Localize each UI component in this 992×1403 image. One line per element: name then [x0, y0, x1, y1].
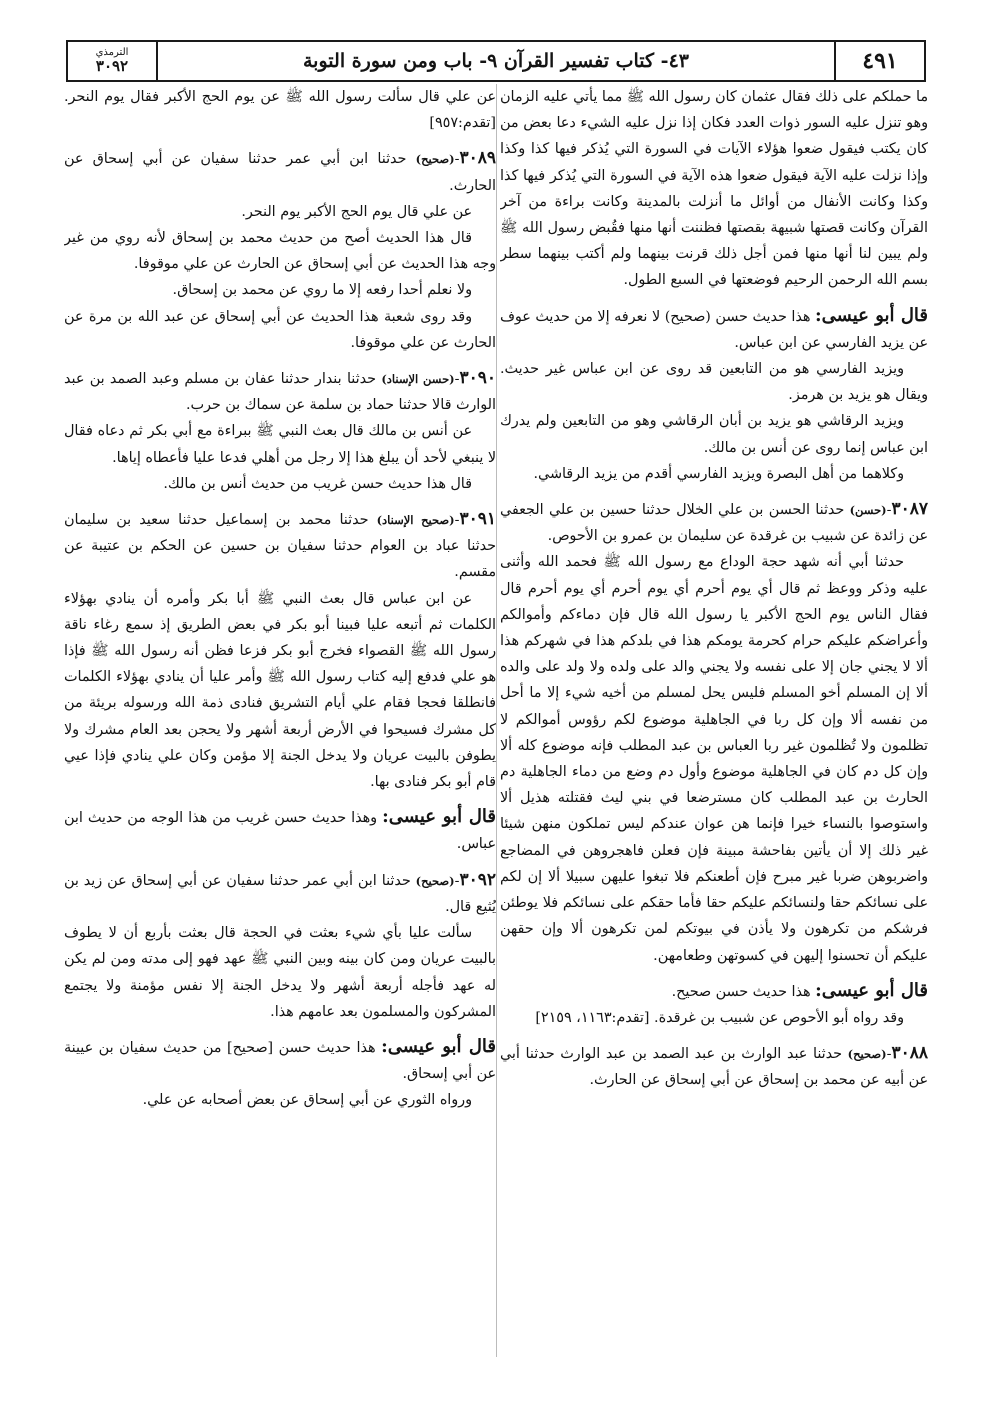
commentary-lead: قال أبو عيسى:	[381, 1035, 496, 1057]
commentary-lead: قال أبو عيسى:	[815, 979, 928, 1001]
commentary-paragraph	[64, 1034, 496, 1087]
hadith-text: حدثنا الحسن بن علي الخلال حدثنا حسين بن علي الجعفي عن زائدة عن شبيب بن غرقدة عن سليمان بن عمرو بن الأحوص.	[500, 502, 928, 545]
hadith-grade: (حسن الإسناد)	[381, 372, 455, 387]
hadith-entry: ٣٠٩١-(صحيح الإسناد) حدثنا محمد بن إسماعيل حدثنا سعيد بن سليمان حدثنا عباد بن العوام حدثنا سفيان بن حسين عن الحكم بن عتيبة عن مقسم.	[64, 509, 496, 581]
text-paragraph: ويزيد الفارسي هو من التابعين قد روى عن ابن عباس غير حديث. ويقال هو يزيد بن هرمز.	[500, 361, 928, 404]
commentary-lead: قال أبو عيسى:	[815, 304, 928, 326]
text-paragraph: عن علي قال سألت رسول الله ﷺ عن يوم الحج الأكبر فقال يوم النحر. [تقدم:٩٥٧]	[64, 89, 496, 132]
hadith-grade: (صحيح)	[847, 1047, 887, 1062]
hadith-number: ٣٠٩٢	[459, 869, 496, 890]
text-paragraph: قال هذا حديث حسن غريب من حديث أنس بن مالك.	[163, 475, 472, 492]
hadith-grade: (حسن)	[849, 503, 887, 518]
hadith-range-box	[68, 42, 158, 80]
text-paragraph: سألت عليا بأي شيء بعثت في الحجة قال بعثت بأربع أن لا يطوف بالبيت عريان ومن كان بينه وبين النبي ﷺ عهد فهو إلى مدته ومن لم يكن له عهد فأجله أربعة أشهر ولا يدخل الجنة إلا نفس مؤمنة ولا يجتمع المشركون والمسلمون بعد عامهم هذا.	[64, 925, 496, 1020]
text-paragraph: ورواه الثوري عن أبي إسحاق عن بعض أصحابه عن علي.	[142, 1092, 472, 1109]
chapter-title: ٤٣- كتاب تفسير القرآن ٩- باب ومن سورة التوبة	[303, 50, 689, 72]
hadith-text: حدثنا ابن أبي عمر حدثنا سفيان عن أبي إسحاق عن زيد بن يُثيع قال.	[64, 872, 496, 915]
text-paragraph: وكلاهما من أهل البصرة ويزيد الفارسي أقدم من يزيد الرقاشي.	[533, 465, 904, 482]
hadith-text: حدثنا عبد الوارث بن عبد الصمد بن عبد الوارث حدثنا أبي عن أبيه عن محمد بن إسحاق عن أبي إسحاق عن الحارث.	[500, 1046, 928, 1089]
text-paragraph: قال هذا الحديث أصح من حديث محمد بن إسحاق لأنه روي من غير وجه هذا الحديث عن أبي إسحاق عن الحارث عن علي موقوفا.	[64, 230, 496, 273]
right-text-column	[500, 84, 928, 1357]
hadith-number: ٣٠٩٠	[459, 368, 496, 389]
hadith-entry: ٣٠٩٠-(حسن الإسناد) حدثنا بندار حدثنا عفان بن مسلم وعبد الصمد بن عبد الوارث قالا حدثنا حماد بن سلمة عن سماك بن حرب.	[64, 368, 496, 414]
column-divider	[496, 84, 497, 1357]
hadith-grade: (صحيح)	[415, 873, 455, 888]
hadith-number: ٣٠٨٩	[459, 148, 496, 169]
text-paragraph: عن ابن عباس قال بعث النبي ﷺ أبا بكر وأمره أن ينادي بهؤلاء الكلمات ثم أتبعه عليا فبينا أبو بكر في بعض الطريق إذ سمع رغاء ناقة رسول الله ﷺ القصواء فخرج أبو بكر فزعا فظن أنه رسول الله ﷺ فإذا هو علي فدفع إليه كتاب رسول الله ﷺ وأمر عليا أن ينادي بهؤلاء الكلمات فانطلقا فحجا فقام علي أيام التشريق فنادى ذمة الله ورسوله بريئة من كل مشرك فسيحوا في الأرض أربعة أشهر ولا يحجن بعد العام مشرك ولا يطوفن بالبيت عريان ولا يدخل الجنة إلا مؤمن وكان علي ينادي فإذا عيي قام أبو بكر فنادى بها.	[64, 590, 496, 791]
text-paragraph: وقد رواه أبو الأحوص عن شبيب بن غرقدة. [تقدم:١١٦٣، ٢١٥٩]	[535, 1009, 904, 1026]
commentary-paragraph	[64, 804, 496, 857]
hadith-number: ٣٠٩١	[459, 509, 496, 530]
text-paragraph: ويزيد الرقاشي هو يزيد بن أبان الرقاشي وهو من التابعين ولم يدرك ابن عباس إنما روى عن أنس بن مالك.	[500, 413, 928, 456]
hadith-grade: (صحيح الإسناد)	[376, 513, 455, 528]
hadith-text: حدثنا محمد بن إسماعيل حدثنا سعيد بن سليمان حدثنا عباد بن العوام حدثنا سفيان بن حسين عن الحكم بن عتيبة عن مقسم.	[64, 512, 496, 581]
collection-label: الترمذي	[95, 47, 129, 59]
hadith-text: حدثنا بندار حدثنا عفان بن مسلم وعبد الصمد بن عبد الوارث قالا حدثنا حماد بن سلمة عن سماك بن حرب.	[64, 371, 496, 414]
hadith-range: ٣٠٩٢	[95, 57, 129, 76]
commentary-paragraph	[500, 978, 928, 1005]
text-paragraph: ولا نعلم أحدا رفعه إلا ما روي عن محمد بن إسحاق.	[172, 282, 472, 299]
page-number: ٤٩١	[834, 42, 924, 80]
commentary-lead: قال أبو عيسى:	[382, 806, 496, 828]
text-paragraph: ما حملكم على ذلك فقال عثمان كان رسول الله ﷺ مما يأتي عليه الزمان وهو تنزل عليه السور ذوات العدد فكان إذا نزل عليه الشيء دعا بعض من كان يكتب فيقول ضعوا هؤلاء الآيات في السورة التي يُذكر فيها كذا وكذا وإذا نزلت عليه الآية فيقول ضعوا هذه الآية في السورة التي يُذكر فيها كذا وكذا وكانت الأنفال من أوائل ما أنزلت بالمدينة وكانت براءة من آخر القرآن وكانت قصتها شبيهة بقصتها فظننت أنها منها فقُبض رسول الله ﷺ ولم يبين لنا أنها منها فمن أجل ذلك قرنت بينهما ولم أكتب بينهما سطر بسم الله الرحمن الرحيم فوضعتها في السبع الطول.	[500, 89, 928, 289]
hadith-text: حدثنا ابن أبي عمر حدثنا سفيان عن أبي إسحاق عن الحارث.	[64, 151, 496, 194]
commentary-text: هذا حديث حسن صحيح.	[671, 983, 816, 1000]
hadith-number: ٣٠٨٧	[891, 499, 928, 520]
text-paragraph: حدثنا أبي أنه شهد حجة الوداع مع رسول الله ﷺ فحمد الله وأثنى عليه وذكر ووعظ ثم قال أي يوم أحرم أي يوم أحرم أي يوم أحرم قال فقال الناس يوم الحج الأكبر يا رسول الله قال فإن دماءكم وأموالكم وأعراضكم عليكم حرام كحرمة يومكم هذا في بلدكم هذا في شهركم هذا ألا لا يجني جان إلا على نفسه ولا يجني والد على ولده ولا ولد على والده ألا إن المسلم أخو المسلم فليس يحل لمسلم من أخيه شيء إلا ما أحل من نفسه ألا وإن كل ربا في الجاهلية موضوع لكم رؤوس أموالكم لا تظلمون ولا تُظلمون غير ربا العباس بن عبد المطلب فإنه موضوع كله ألا وإن كل دم كان في الجاهلية موضوع وأول دم وضع من دماء الجاهلية دم الحارث بن عبد المطلب كان مسترضعا في بني ليث فقتلته هذيل ألا واستوصوا بالنساء خيرا فإنما هن عوان عندكم ليس تملكون منهن شيئا غير ذلك إلا أن يأتين بفاحشة مبينة فإن فعلن فاهجروهن في المضاجع واضربوهن ضربا غير مبرح فإن أطعنكم فلا تبغوا عليهن سبيلا ألا إن لكم على نسائكم حقا ولنسائكم عليكم حقا فأما حقكم على نسائكم فلا يوطئن فرشكم من تكرهون ولا يأذن في بيوتكم لمن تكرهون ألا وإن حقهن عليكم أن تحسنوا إليهن في كسوتهن وطعامهن.	[500, 554, 928, 964]
hadith-grade: (صحيح)	[415, 152, 455, 167]
page-header	[66, 40, 926, 82]
text-paragraph: وقد روى شعبة هذا الحديث عن أبي إسحاق عن عبد الله بن مرة عن الحارث عن علي موقوفا.	[64, 308, 496, 351]
hadith-entry: ٣٠٨٩-(صحيح) حدثنا ابن أبي عمر حدثنا سفيان عن أبي إسحاق عن الحارث.	[64, 148, 496, 194]
hadith-entry: ٣٠٨٧-(حسن) حدثنا الحسن بن علي الخلال حدثنا حسين بن علي الجعفي عن زائدة عن شبيب بن غرقدة عن سليمان بن عمرو بن الأحوص.	[500, 499, 928, 545]
text-paragraph: عن أنس بن مالك قال بعث النبي ﷺ ببراءة مع أبي بكر ثم دعاه فقال لا ينبغي لأحد أن يبلغ هذا إلا رجل من أهلي فدعا عليا فأعطاه إياها.	[64, 423, 496, 466]
left-text-column	[64, 84, 496, 1357]
hadith-entry: ٣٠٨٨-(صحيح) حدثنا عبد الوارث بن عبد الصمد بن عبد الوارث حدثنا أبي عن أبيه عن محمد بن إسحاق عن أبي إسحاق عن الحارث.	[500, 1043, 928, 1089]
text-paragraph: عن علي قال يوم الحج الأكبر يوم النحر.	[241, 203, 472, 220]
commentary-text: هذا حديث حسن (صحيح) لا نعرفه إلا من حديث عوف عن يزيد الفارسي عن ابن عباس.	[500, 308, 928, 351]
commentary-text: هذا حديث حسن [صحيح] من حديث سفيان بن عيينة عن أبي إسحاق.	[64, 1039, 496, 1083]
commentary-text: وهذا حديث حسن غريب من هذا الوجه من حديث ابن عباس.	[64, 810, 496, 853]
hadith-number: ٣٠٨٨	[891, 1043, 928, 1064]
hadith-entry: ٣٠٩٢-(صحيح) حدثنا ابن أبي عمر حدثنا سفيان عن أبي إسحاق عن زيد بن يُثيع قال.	[64, 869, 496, 915]
commentary-paragraph	[500, 303, 928, 356]
